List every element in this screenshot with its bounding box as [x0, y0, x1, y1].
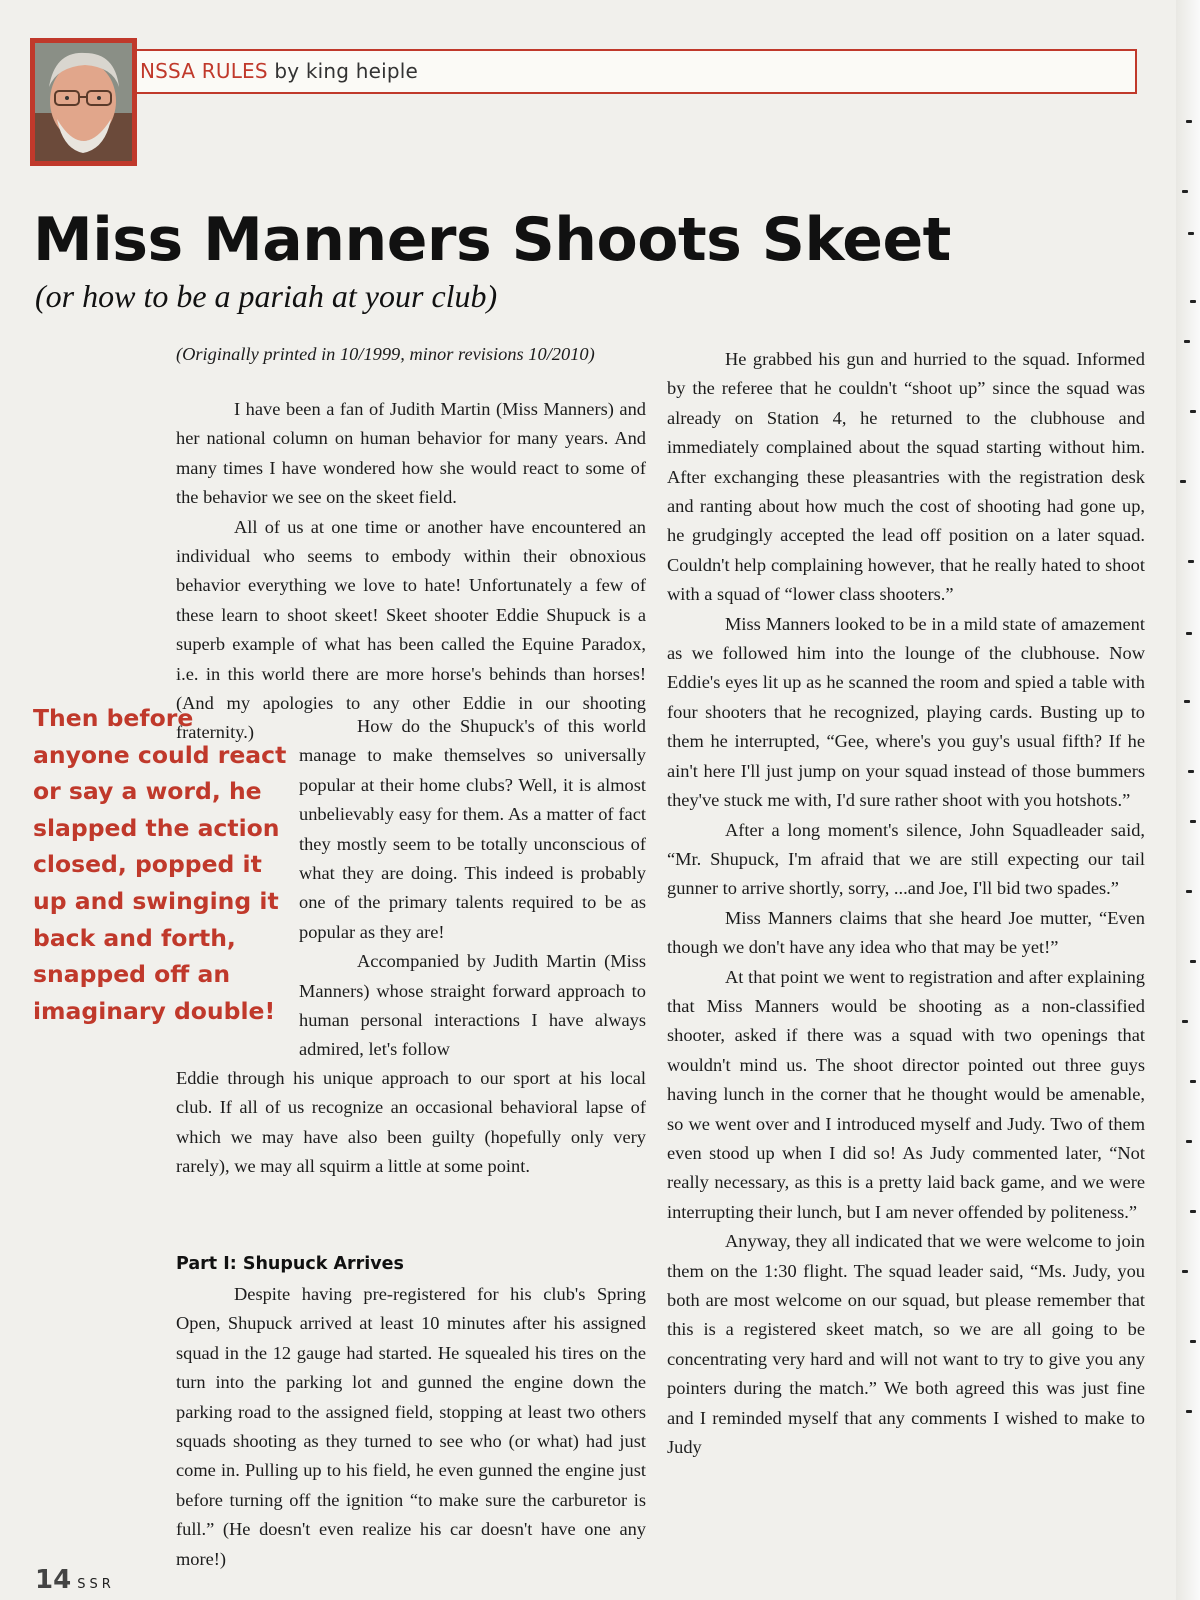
binding-mark — [1190, 1210, 1196, 1213]
binding-mark — [1186, 890, 1192, 893]
column-name: NSSA RULES — [140, 59, 268, 83]
binding-mark — [1190, 820, 1196, 823]
body-paragraph: Miss Manners looked to be in a mild state of amazement as we followed him into the lounge of the clubhouse. Now Eddie's eyes lit up as he scanned the room and spied a table with four shooters that he recognized, playing cards. Busting up to them he interrupted, “Gee, where's you guy's usual fifth? If he ain't here I'll just jump on your squad instead of those bummers they've stuck me with, I'd sure rather shoot with you hotshots.” — [667, 613, 1145, 811]
binding-mark — [1190, 1080, 1196, 1083]
body-paragraph: How do the Shupuck's of this world manage to make themselves so universally popular at their home clubs? Well, it is almost unbelievably easy for them. As a matter of fact they mostly seem to be totally unconscious of what they are doing. This indeed is probably one of the primary talents required to be as popular as they are! — [299, 716, 646, 942]
author-portrait-icon — [35, 43, 132, 161]
binding-mark — [1188, 232, 1194, 235]
body-paragraph: Despite having pre-registered for his club's Spring Open, Shupuck arrived at least 10 minutes after his assigned squad in the 12 gauge had started. He squealed his tires on the turn into the parking lot and gunned the engine down the parking road to the assigned field, stopping at least two others squads shooting as they turned to see who (or what) had just come in. Pulling up to his field, he even gunned the engine just before turning off the ignition “to make sure the carburetor is full.” (He doesn't even realize his car doesn't have one any more!) — [176, 1284, 646, 1569]
binding-mark — [1182, 1270, 1188, 1273]
column-1-middle — [299, 712, 646, 1065]
body-paragraph: Miss Manners claims that she heard Joe mutter, “Even though we don't have any idea who that may be yet!” — [667, 907, 1145, 958]
binding-mark — [1188, 560, 1194, 563]
column-1-top — [176, 395, 646, 748]
binding-mark — [1182, 190, 1188, 193]
binding-mark — [1190, 960, 1196, 963]
page-folio — [35, 1565, 115, 1595]
column-1-bottom — [176, 1064, 646, 1182]
binding-mark — [1190, 300, 1196, 303]
body-paragraph: I have been a fan of Judith Martin (Miss Manners) and her national column on human behavior for many years. And many times I have wondered how she would react to some of the behavior we see on the skeet field. — [176, 399, 646, 508]
author-photo — [30, 38, 137, 166]
binding-mark — [1190, 410, 1196, 413]
binding-mark — [1186, 1410, 1192, 1413]
column-header-band — [120, 49, 1137, 94]
body-paragraph: At that point we went to registration and after explaining that Miss Manners would be shooting as a non-classified shooter, asked if there was a squad with two openings that wouldn't mind us. The shoot director pointed out three guys having lunch in the corner that he thought would be amenable, so we went over and I introduced myself and Judy. Two of them even stood up when I did so! As Judy commented later, “Not really necessary, as this is a pretty laid back game, and we were interrupting their lunch, but I am never offended by politeness.” — [667, 966, 1145, 1222]
binding-mark — [1184, 340, 1190, 343]
binding-mark — [1186, 1140, 1192, 1143]
page-number: 14 — [35, 1565, 72, 1595]
article-title: Miss Manners Shoots Skeet — [33, 205, 951, 275]
section-heading: Part I: Shupuck Arrives — [176, 1254, 404, 1274]
binding-mark — [1186, 120, 1192, 123]
binding-mark — [1180, 480, 1186, 483]
binding-mark — [1182, 1020, 1188, 1023]
binding-mark — [1186, 632, 1192, 635]
body-paragraph: Anyway, they all indicated that we were welcome to join them on the 1:30 flight. The squad leader said, “Ms. Judy, you both are most welcome on our squad, but please remember that this is a registered skeet match, so we are all going to be concentrating very hard and will not want to try to give you any pointers during the match.” We both agreed this was just fine and I reminded myself that any comments I wished to make to Judy — [667, 1231, 1145, 1458]
binding-mark — [1188, 770, 1194, 773]
body-paragraph: Accompanied by Judith Martin (Miss Manners) whose straight forward approach to human personal interactions I have always admired, let's follow — [299, 951, 646, 1060]
body-paragraph: He grabbed his gun and hurried to the squad. Informed by the referee that he couldn't “shoot up” since the squad was already on Station 4, he returned to the clubhouse and immediately complained about the squad starting without him. After exchanging these pleasantries with the registration desk and ranting about how much the cost of shooting had gone up, he grudgingly accepted the lead off position on a later squad. Couldn't help complaining however, that he really hated to shoot with a squad of “lower class shooters.” — [667, 349, 1145, 605]
article-subtitle: (or how to be a pariah at your club) — [35, 278, 498, 314]
binding-mark — [1190, 1340, 1196, 1343]
print-note: (Originally printed in 10/1999, minor revisions 10/2010) — [176, 344, 595, 364]
binding-mark — [1184, 700, 1190, 703]
body-paragraph: All of us at one time or another have encountered an individual who seems to embody within their obnoxious behavior everything we love to hate! Unfortunately a few of these learn to shoot skeet! Skeet shooter Eddie Shupuck is a superb example of what has been called the Equine Paradox, i.e. in this world there are more horse's behinds than horses! (And my apologies to any other Eddie in our shooting fraternity.) — [176, 516, 646, 743]
section-part-1 — [176, 1250, 646, 1574]
pull-quote: Then before anyone could react or say a word, he slapped the action closed, popped it up and swinging it back and forth, snapped off an imaginary double! — [33, 704, 287, 1025]
column-2 — [667, 345, 1145, 1462]
binding-edge — [1176, 0, 1200, 1600]
column-header — [140, 59, 418, 83]
body-paragraph: After a long moment's silence, John Squadleader said, “Mr. Shupuck, I'm afraid that we are still expecting our tail gunner to arrive shortly, sorry, ...and Joe, I'll bid two spades.” — [667, 819, 1145, 899]
magazine-name: SSR — [77, 1577, 115, 1592]
body-paragraph: Eddie through his unique approach to our sport at his local club. If all of us recognize an occasional behavioral lapse of which we may have also been guilty (hopefully only very rarely), we may all squirm a little at some point. — [176, 1068, 646, 1177]
column-author: by king heiple — [274, 59, 418, 83]
